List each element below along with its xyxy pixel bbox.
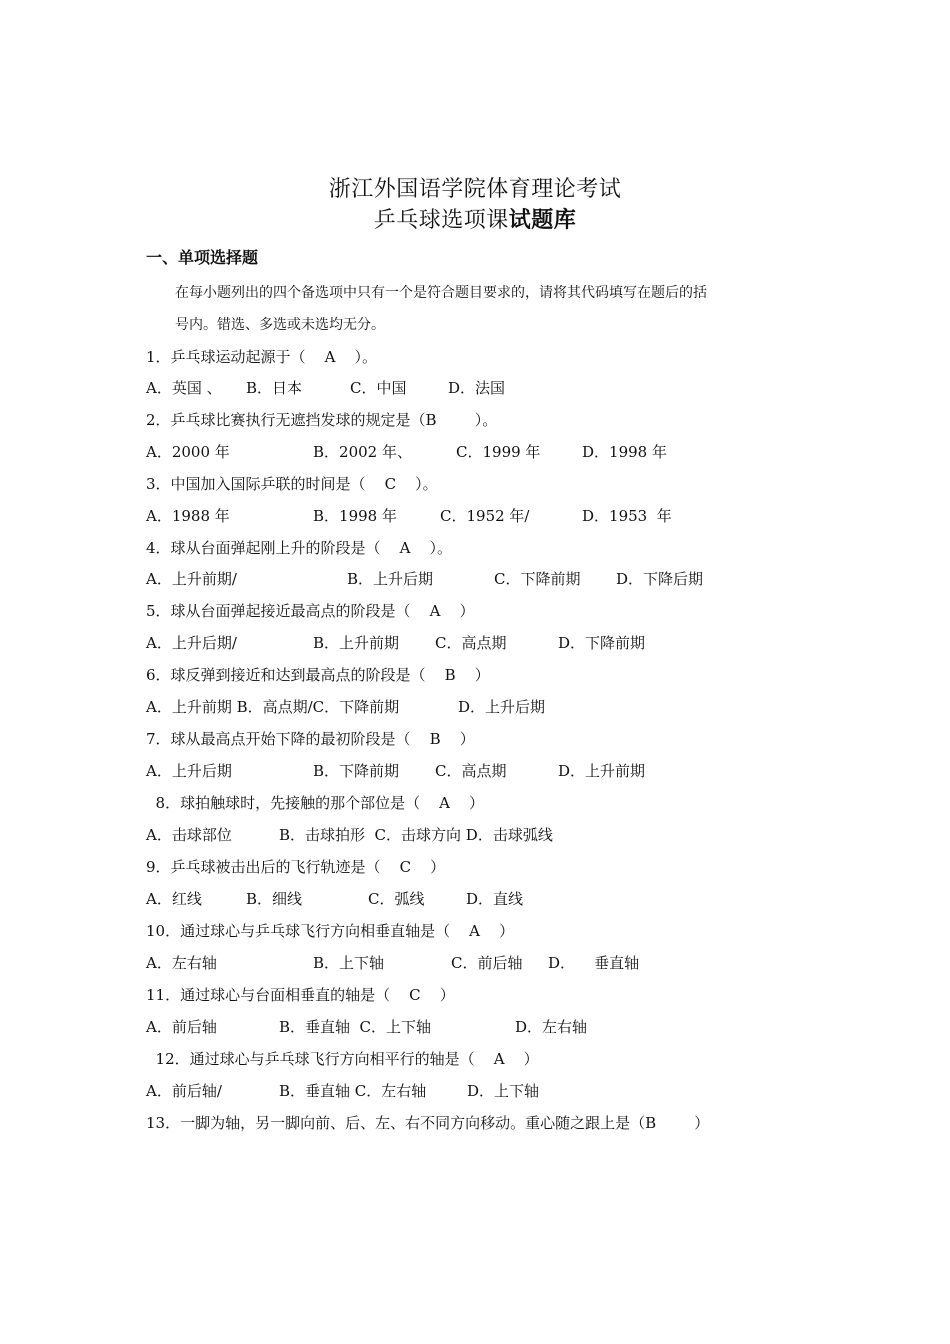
exam-subtitle: [0, 205, 950, 236]
q11-option-a: A．前后轴: [146, 1018, 217, 1036]
q12-option-a: A．前后轴/: [146, 1082, 222, 1100]
q10-option-d: D． 垂直轴: [548, 954, 640, 972]
question-9: 9．乒乓球被击出后的飞行轨迹是（ C ）: [146, 858, 446, 876]
q5-option-b: B．上升前期: [313, 634, 400, 652]
q4-option-d: D．下降后期: [616, 570, 704, 588]
q10-option-a: A．左右轴: [146, 954, 217, 972]
q5-option-d: D．下降前期: [558, 634, 646, 652]
q3-option-d: D．1953 年: [582, 507, 672, 525]
question-7: 7．球从最高点开始下降的最初阶段是（ B ）: [146, 730, 475, 748]
exam-title: 浙江外国语学院体育理论考试: [328, 177, 622, 202]
section-heading: 一、单项选择题: [146, 248, 259, 267]
question-3: 3．中国加入国际乒联的时间是（ C ）。: [146, 475, 438, 493]
q1-option-d: D．法国: [448, 379, 506, 397]
q2-option-b: B．2002 年、: [313, 443, 412, 461]
q4-option-c: C．下降前期: [494, 570, 581, 588]
q4-option-b: B．上升后期: [347, 570, 434, 588]
q3-option-a: A．1988 年: [146, 507, 230, 525]
q9-option-d: D．直线: [466, 890, 524, 908]
question-13: 13．一脚为轴，另一脚向前、后、左、右不同方向移动。重心随之跟上是（B ）: [146, 1114, 710, 1132]
q10-option-b: B．上下轴: [313, 954, 385, 972]
subtitle-bold: 试题库: [508, 207, 577, 233]
instructions-line-1: 在每小题列出的四个备选项中只有一个是符合题目要求的，请将其代码填写在题后的括: [175, 285, 707, 301]
question-8: 8．球拍触球时，先接触的那个部位是（ A ）: [146, 794, 485, 812]
q8-option-a: A．击球部位: [146, 826, 232, 844]
q2-option-d: D．1998 年: [582, 443, 667, 461]
q12-options-bc: B．垂直轴 C．左右轴: [279, 1082, 427, 1100]
instructions-line-2: 号内。错选、多选或未选均无分。: [175, 317, 385, 333]
question-11: 11．通过球心与台面相垂直的轴是（ C ）: [146, 986, 455, 1004]
subtitle-regular: 乒乓球选项课: [373, 208, 509, 233]
q7-option-d: D．上升前期: [558, 762, 646, 780]
question-4: 4．球从台面弹起刚上升的阶段是（ A ）。: [146, 539, 453, 557]
q9-option-b: B．细线: [246, 890, 303, 908]
q5-option-c: C．高点期: [435, 634, 507, 652]
question-2: 2．乒乓球比赛执行无遮挡发球的规定是（B ）。: [146, 411, 498, 429]
q7-option-a: A．上升后期: [146, 762, 232, 780]
q7-option-c: C．高点期: [435, 762, 507, 780]
q6-options-abc: A．上升前期 B．高点期/C．下降前期: [146, 698, 400, 716]
q6-option-d: D．上升后期: [458, 698, 546, 716]
q11-option-d: D．左右轴: [515, 1018, 588, 1036]
q9-option-c: C．弧线: [368, 890, 425, 908]
q1-option-a: A．英国 、: [146, 379, 222, 397]
q3-option-b: B．1998 年: [313, 507, 397, 525]
q2-option-a: A．2000 年: [146, 443, 230, 461]
q4-option-a: A．上升前期/: [146, 570, 237, 588]
q3-option-c: C．1952 年/: [440, 507, 530, 525]
q5-option-a: A．上升后期/: [146, 634, 237, 652]
question-5: 5．球从台面弹起接近最高点的阶段是（ A ）: [146, 602, 475, 620]
q7-option-b: B．下降前期: [313, 762, 400, 780]
q1-option-b: B．日本: [246, 379, 303, 397]
q11-options-bc: B．垂直轴 C．上下轴: [279, 1018, 432, 1036]
question-12: 12．通过球心与乒乓球飞行方向相平行的轴是（ A ）: [146, 1050, 539, 1068]
q9-option-a: A．红线: [146, 890, 202, 908]
q2-option-c: C．1999 年: [456, 443, 541, 461]
question-10: 10．通过球心与乒乓球飞行方向相垂直轴是（ A ）: [146, 922, 515, 940]
q8-options-bcd: B．击球拍形 C．击球方向 D．击球弧线: [279, 826, 553, 844]
q1-option-c: C．中国: [350, 379, 407, 397]
q12-option-d: D．上下轴: [467, 1082, 540, 1100]
question-1: 1．乒乓球运动起源于（ A ）。: [146, 348, 378, 366]
question-6: 6．球反弹到接近和达到最高点的阶段是（ B ）: [146, 666, 490, 684]
q10-option-c: C．前后轴: [451, 954, 523, 972]
